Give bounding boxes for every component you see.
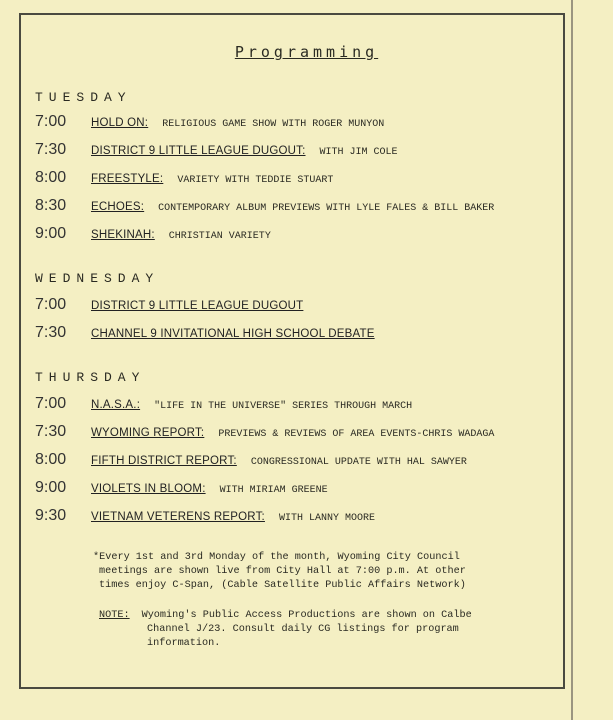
schedule-row	[35, 169, 333, 191]
margin-rule	[571, 0, 573, 720]
show-description: CONGRESSIONAL UPDATE WITH HAL SAWYER	[250, 457, 467, 468]
schedule-row	[35, 113, 384, 135]
time-slot: 9:00	[35, 225, 67, 242]
schedule-row	[35, 507, 375, 529]
time-slot: 9:00	[35, 479, 67, 496]
show-description: PREVIEWS & REVIEWS OF AREA EVENTS-CHRIS WADAGA	[218, 429, 495, 440]
note-line: Channel J/23. Consult daily CG listings for program	[147, 624, 459, 635]
show-title: WYOMING REPORT:	[91, 427, 205, 439]
schedule-row	[35, 324, 375, 346]
show-title: VIETNAM VETERENS REPORT:	[91, 511, 265, 523]
show-title: FREESTYLE:	[91, 173, 164, 185]
show-description: VARIETY WITH TEDDIE STUART	[177, 175, 334, 186]
show-title: VIOLETS IN BLOOM:	[91, 483, 206, 495]
show-title: FIFTH DISTRICT REPORT:	[91, 455, 237, 467]
page-title: Programming	[234, 43, 379, 61]
time-slot: 8:00	[35, 169, 67, 186]
show-title: DISTRICT 9 LITTLE LEAGUE DUGOUT:	[91, 145, 306, 157]
schedule-row	[35, 395, 412, 417]
time-slot: 7:00	[35, 296, 67, 313]
time-slot: 7:00	[35, 395, 67, 412]
note-label: NOTE:	[99, 610, 130, 621]
schedule-row	[35, 479, 328, 501]
show-title: N.A.S.A.:	[91, 399, 141, 411]
day-heading-wednesday: WEDNESDAY	[35, 271, 160, 286]
show-title: SHEKINAH:	[91, 229, 155, 241]
footnote	[93, 551, 466, 593]
show-description: CHRISTIAN VARIETY	[168, 231, 271, 242]
time-slot: 7:30	[35, 141, 67, 158]
show-description: WITH JIM COLE	[319, 147, 398, 158]
show-title: CHANNEL 9 INVITATIONAL HIGH SCHOOL DEBATE	[91, 328, 375, 340]
show-description: WITH MIRIAM GREENE	[219, 485, 328, 496]
schedule-row	[35, 451, 467, 473]
footnote-line: times enjoy C-Span, (Cable Satellite Public Affairs Network)	[99, 580, 466, 591]
show-description: CONTEMPORARY ALBUM PREVIEWS WITH LYLE FALES & BILL BAKER	[158, 203, 495, 214]
day-heading-tuesday: TUESDAY	[35, 90, 132, 105]
show-title: DISTRICT 9 LITTLE LEAGUE DUGOUT	[91, 300, 304, 312]
schedule-row	[35, 141, 398, 163]
schedule-row	[35, 296, 303, 318]
time-slot: 8:30	[35, 197, 67, 214]
schedule-row	[35, 423, 494, 445]
show-title: ECHOES:	[91, 201, 145, 213]
schedule-row	[35, 225, 271, 247]
note-line: information.	[147, 638, 221, 649]
show-title: HOLD ON:	[91, 117, 149, 129]
note-line: Wyoming's Public Access Productions are shown on Calbe	[141, 610, 472, 621]
day-heading-thursday: THURSDAY	[35, 370, 146, 385]
time-slot: 8:00	[35, 451, 67, 468]
footnote-line: *Every 1st and 3rd Monday of the month, Wyoming City Council	[93, 552, 460, 563]
show-description: "LIFE IN THE UNIVERSE" SERIES THROUGH MARCH	[154, 401, 413, 412]
show-description: WITH LANNY MOORE	[278, 513, 375, 524]
schedule-row	[35, 197, 494, 219]
time-slot: 9:30	[35, 507, 67, 524]
note-block	[99, 609, 472, 651]
time-slot: 7:00	[35, 113, 67, 130]
footnote-line: meetings are shown live from City Hall at 7:00 p.m. At other	[99, 566, 466, 577]
time-slot: 7:30	[35, 324, 67, 341]
show-description: RELIGIOUS GAME SHOW WITH ROGER MUNYON	[162, 119, 385, 130]
time-slot: 7:30	[35, 423, 67, 440]
